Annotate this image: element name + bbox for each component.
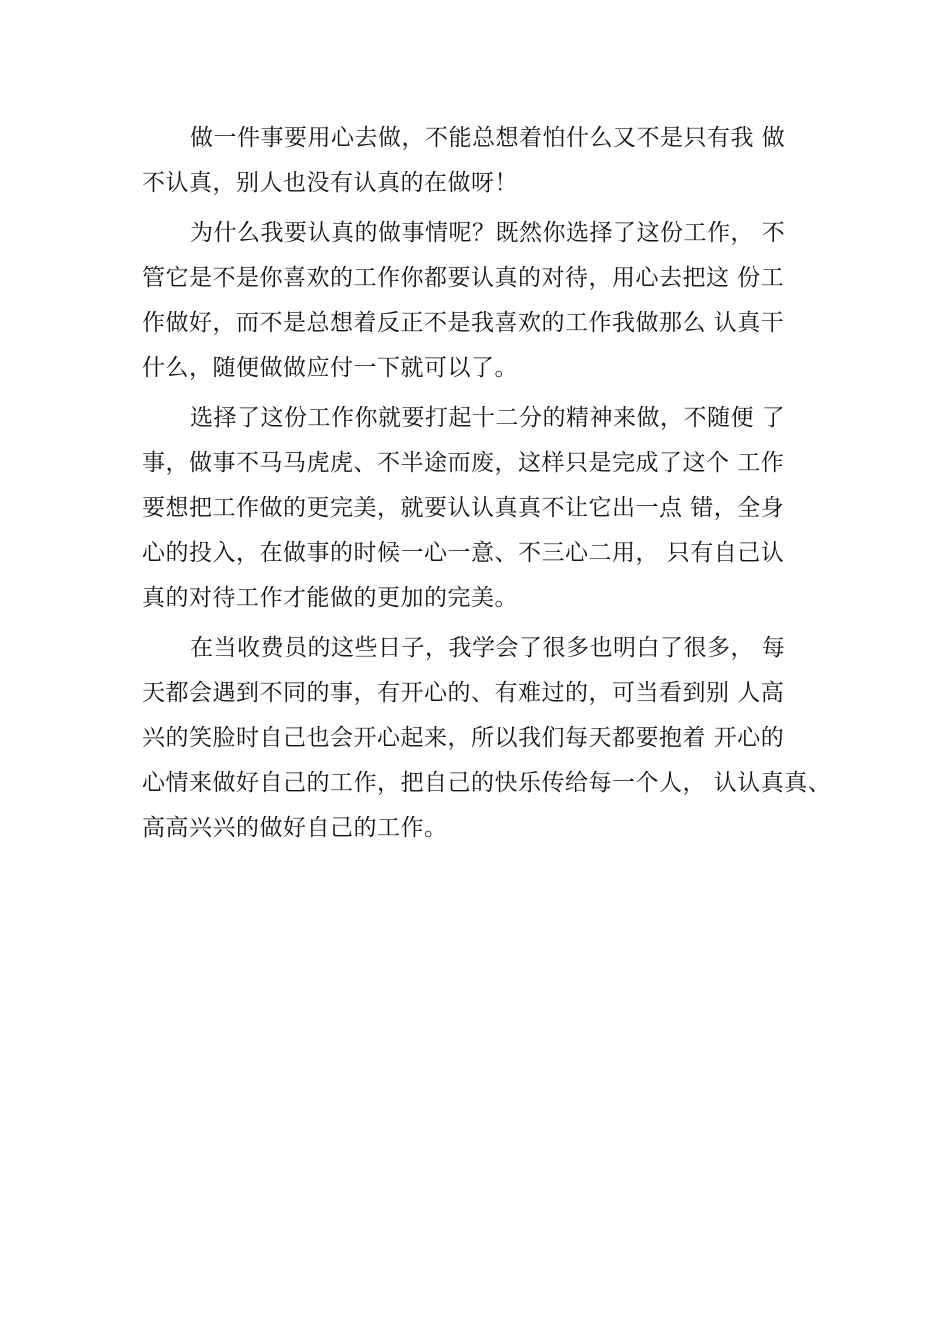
- paragraph-line: 事，做事不马马虎虎、不半途而废，这样只是完成了这个 工作: [142, 450, 785, 476]
- paragraph-line: 在当收费员的这些日子，我学会了很多也明白了很多， 每: [190, 635, 786, 661]
- paragraph-line: 心的投入，在做事的时候一心一意、不三心二用， 只有自己认: [142, 540, 785, 566]
- paragraph-line: 要想把工作做的更完美，就要认认真真不让它出一点 错，全身: [142, 495, 785, 521]
- paragraph-line: 作做好，而不是总想着反正不是我喜欢的工作我做那么 认真干: [142, 310, 785, 336]
- paragraph-line: 不认真，别人也没有认真的在做呀！: [142, 170, 518, 196]
- document-body: [142, 116, 832, 856]
- paragraph-line: 心情来做好自己的工作，把自己的快乐传给每一个人， 认认真真、: [142, 770, 832, 796]
- paragraph-line: 什么，随便做做应付一下就可以了。: [142, 355, 518, 381]
- paragraph-line: 选择了这份工作你就要打起十二分的精神来做，不随便 了: [190, 405, 786, 431]
- paragraph-3: [142, 396, 832, 621]
- paragraph-4: [142, 626, 832, 851]
- paragraph-line: 天都会遇到不同的事，有开心的、有难过的，可当看到别 人高: [142, 680, 785, 706]
- paragraph-line: 兴的笑脸时自己也会开心起来，所以我们每天都要抱着 开心的: [142, 725, 785, 751]
- paragraph-1: [142, 116, 832, 206]
- paragraph-line: 为什么我要认真的做事情呢？既然你选择了这份工作， 不: [190, 220, 786, 246]
- paragraph-line: 高高兴兴的做好自己的工作。: [142, 815, 448, 841]
- paragraph-line: 真的对待工作才能做的更加的完美。: [142, 585, 518, 611]
- paragraph-line: 做一件事要用心去做，不能总想着怕什么又不是只有我 做: [190, 125, 786, 151]
- paragraph-2: [142, 211, 832, 391]
- paragraph-line: 管它是不是你喜欢的工作你都要认真的对待，用心去把这 份工: [142, 265, 785, 291]
